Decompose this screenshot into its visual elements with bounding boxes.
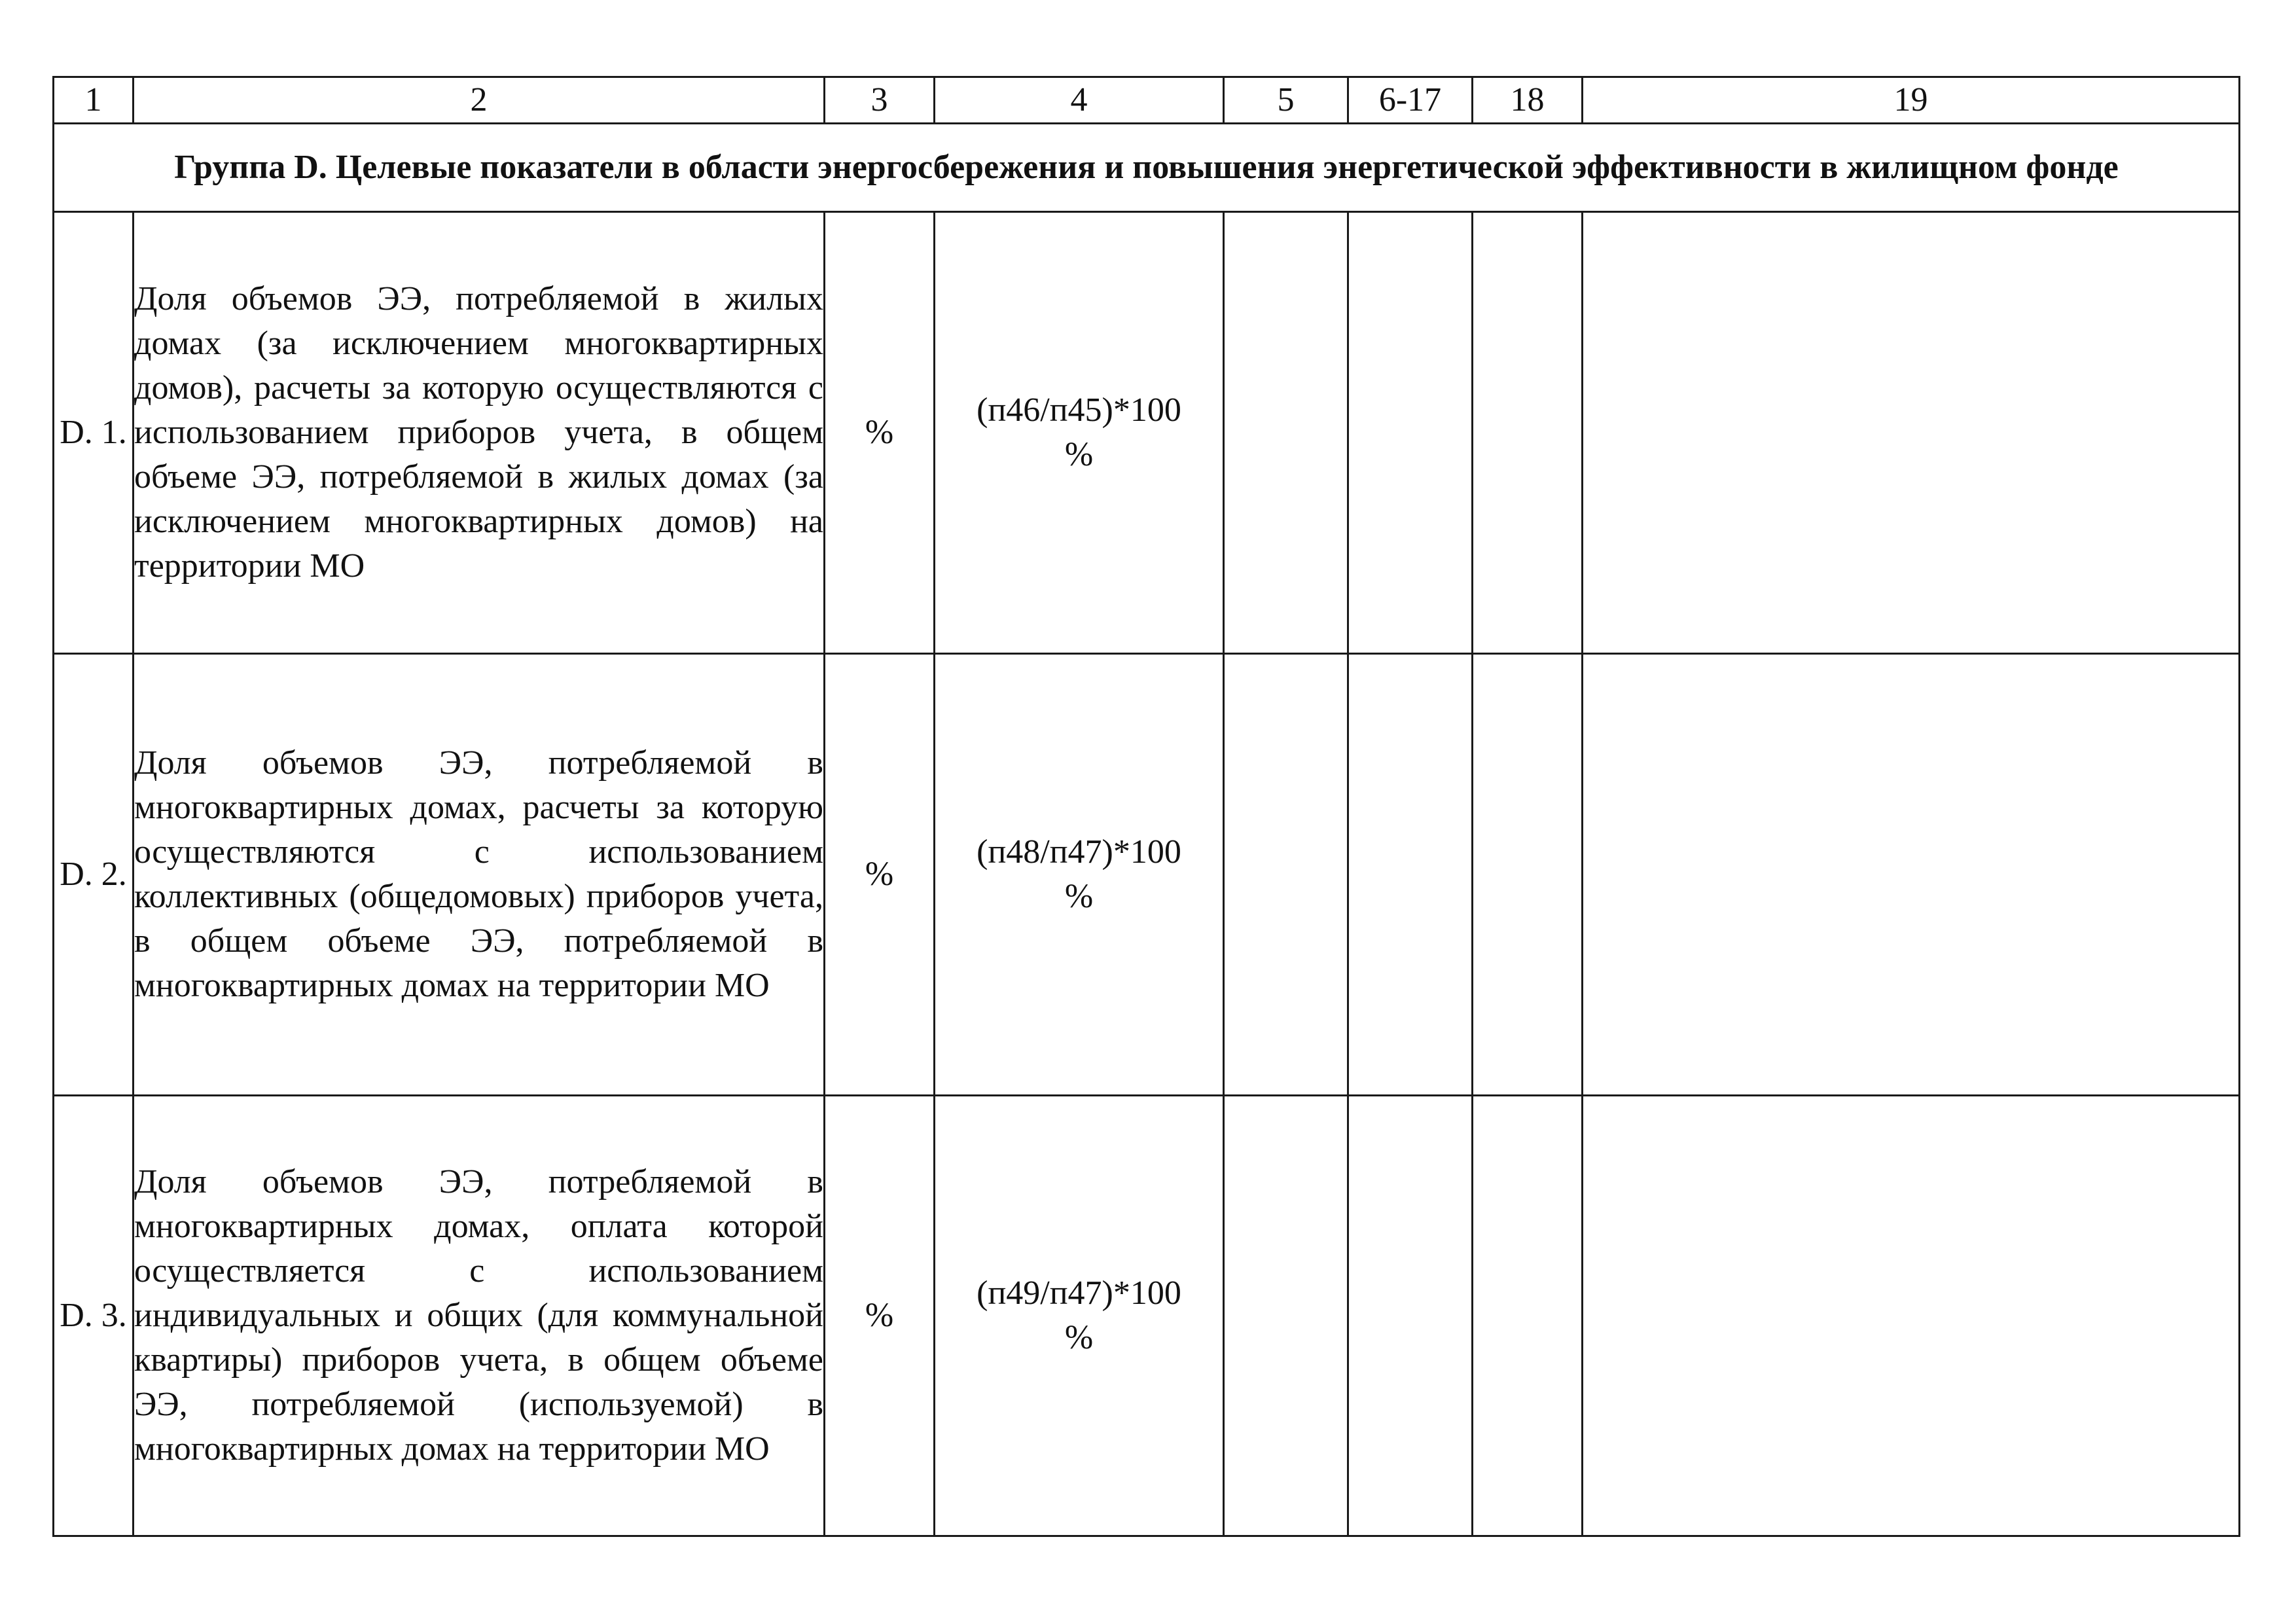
group-row xyxy=(54,124,2240,212)
formula-cell xyxy=(935,212,1224,654)
column-header-18: 18 xyxy=(1473,77,1583,124)
value-cell-5 xyxy=(1224,212,1348,654)
table-row xyxy=(54,1096,2240,1536)
unit-cell: % xyxy=(825,212,935,654)
table-row xyxy=(54,212,2240,654)
value-cell-18 xyxy=(1473,1096,1583,1536)
column-header-5: 5 xyxy=(1224,77,1348,124)
value-cell-18 xyxy=(1473,654,1583,1096)
column-header-1: 1 xyxy=(54,77,134,124)
indicators-table xyxy=(52,76,2240,1537)
group-title: Группа D. Целевые показатели в области энергосбережения и повышения энергетической эффективности в жилищном фонде xyxy=(54,124,2240,212)
formula-unit: % xyxy=(1064,1319,1094,1356)
column-header-3: 3 xyxy=(825,77,935,124)
formula-unit: % xyxy=(1064,436,1094,473)
value-cell-18 xyxy=(1473,212,1583,654)
unit-cell: % xyxy=(825,1096,935,1536)
value-cell-6-17 xyxy=(1348,1096,1473,1536)
indicator-description: Доля объемов ЭЭ, потребляемой в жилых домах (за исключением многоквартирных домов), расчеты за которую осуществляются с использованием приборов учета, в общем объеме ЭЭ, потребляемой в жилых домах (за исключением многоквартирных домов) на территории МО xyxy=(134,212,825,654)
formula-cell xyxy=(935,654,1224,1096)
value-cell-5 xyxy=(1224,1096,1348,1536)
formula-unit: % xyxy=(1064,878,1094,915)
column-header-6-17: 6-17 xyxy=(1348,77,1473,124)
unit-cell: % xyxy=(825,654,935,1096)
document-sheet xyxy=(52,76,2238,1537)
formula-cell xyxy=(935,1096,1224,1536)
column-header-19: 19 xyxy=(1583,77,2240,124)
indicator-description: Доля объемов ЭЭ, потребляемой в многоквартирных домах, оплата которой осуществляется с использованием индивидуальных и общих (для коммунальной квартиры) приборов учета, в общем объеме ЭЭ, потребляемой (используемой) в многоквартирных домах на территории МО xyxy=(134,1096,825,1536)
value-cell-19 xyxy=(1583,1096,2240,1536)
value-cell-6-17 xyxy=(1348,212,1473,654)
row-number: D. 2. xyxy=(54,654,134,1096)
column-header-2: 2 xyxy=(134,77,825,124)
row-number: D. 3. xyxy=(54,1096,134,1536)
value-cell-19 xyxy=(1583,212,2240,654)
value-cell-19 xyxy=(1583,654,2240,1096)
value-cell-6-17 xyxy=(1348,654,1473,1096)
table-row xyxy=(54,654,2240,1096)
formula-expression: (п46/п45)*100 xyxy=(977,391,1181,429)
formula-expression: (п48/п47)*100 xyxy=(977,833,1181,871)
column-number-row xyxy=(54,77,2240,124)
column-header-4: 4 xyxy=(935,77,1224,124)
row-number: D. 1. xyxy=(54,212,134,654)
value-cell-5 xyxy=(1224,654,1348,1096)
indicator-description: Доля объемов ЭЭ, потребляемой в многоквартирных домах, расчеты за которую осуществляются с использованием коллективных (общедомовых) приборов учета, в общем объеме ЭЭ, потребляемой в многоквартирных домах на территории МО xyxy=(134,654,825,1096)
formula-expression: (п49/п47)*100 xyxy=(977,1274,1181,1312)
